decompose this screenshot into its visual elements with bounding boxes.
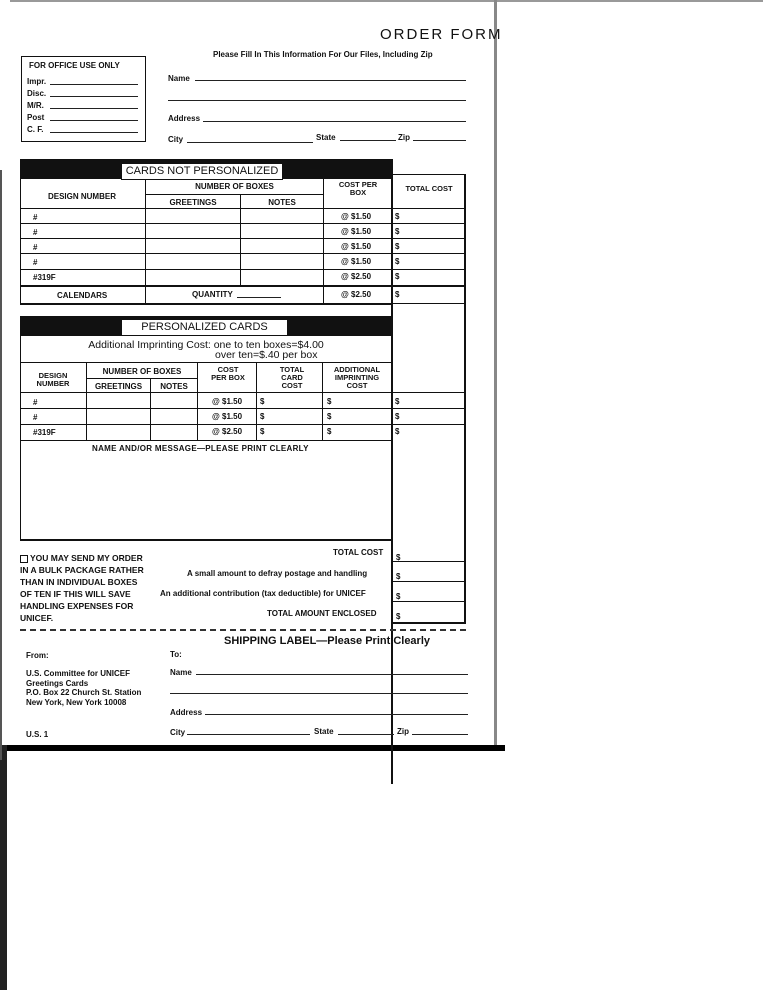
- pc-row2-imprint[interactable]: $: [327, 412, 332, 421]
- pc-design-header: DESIGN NUMBER: [36, 371, 70, 388]
- shipping-name-field-2[interactable]: [170, 693, 468, 694]
- shipping-state-label: State: [314, 727, 334, 736]
- customer-state-field[interactable]: [340, 140, 396, 141]
- bulk-note-line4: OF TEN IF THIS WILL SAVE: [20, 589, 131, 599]
- bulk-note-line3: THAN IN INDIVIDUAL BOXES: [20, 577, 138, 587]
- pc-row2-design[interactable]: #: [33, 413, 38, 422]
- pc-row1-card-total[interactable]: $: [260, 397, 265, 406]
- office-field-disc: Disc.: [27, 89, 47, 98]
- shipping-city-label: City: [170, 728, 186, 737]
- pc-card-total-header: TOTAL CARD COST: [279, 365, 305, 390]
- cards-np-row2-total[interactable]: $: [395, 227, 400, 236]
- pc-row3-cost: @ $2.50: [212, 427, 243, 436]
- scan-edge-bottom: [0, 745, 505, 751]
- cards-np-design-header: DESIGN NUMBER: [47, 192, 116, 201]
- bulk-note-line2: IN A BULK PACKAGE RATHER: [20, 565, 144, 575]
- shipping-state-field[interactable]: [338, 734, 394, 735]
- office-field-post-line[interactable]: [50, 120, 138, 121]
- pc-row3-design[interactable]: #319F: [33, 428, 56, 437]
- pc-cost-header: COST PER BOX: [211, 365, 245, 382]
- shipping-from-label: From:: [26, 651, 49, 660]
- from-line2: Greetings Cards: [26, 678, 89, 688]
- from-line1: U.S. Committee for UNICEF: [26, 669, 131, 678]
- shipping-name-field[interactable]: [196, 674, 468, 675]
- pc-row1-imprint[interactable]: $: [327, 397, 332, 406]
- bulk-note: [20, 552, 144, 624]
- postage-value[interactable]: $: [396, 572, 401, 581]
- total-cost-value[interactable]: $: [396, 553, 401, 562]
- cards-np-row5-cost: @ $2.50: [341, 272, 372, 281]
- office-use-box: [21, 56, 146, 142]
- cards-np-row2-cost: @ $1.50: [341, 227, 372, 236]
- pc-greetings-header: GREETINGS: [94, 382, 143, 391]
- cards-np-row3-total[interactable]: $: [395, 242, 400, 251]
- shipping-address-label: Address: [170, 708, 203, 717]
- cards-np-row3-design[interactable]: #: [33, 243, 38, 252]
- pc-boxes-header: NUMBER OF BOXES: [102, 367, 182, 376]
- pc-row1-cost: @ $1.50: [212, 397, 243, 406]
- customer-address-label: Address: [168, 114, 201, 123]
- bulk-note-line5: HANDLING EXPENSES FOR: [20, 601, 134, 611]
- postage-label: A small amount to defray postage and handling: [187, 569, 368, 578]
- shipping-zip-label: Zip: [397, 727, 409, 736]
- shipping-name-label: Name: [170, 668, 192, 677]
- office-field-mr-line[interactable]: [50, 108, 138, 109]
- customer-name-label: Name: [168, 74, 190, 83]
- cards-np-row5-total[interactable]: $: [395, 272, 400, 281]
- calendars-quantity-field[interactable]: [237, 297, 281, 298]
- pc-row1-total[interactable]: $: [395, 397, 400, 406]
- form-subtitle: Please Fill In This Information For Our Files, Including Zip: [213, 50, 433, 59]
- cards-np-row4-total[interactable]: $: [395, 257, 400, 266]
- customer-city-field[interactable]: [187, 142, 313, 143]
- shipping-city-field[interactable]: [187, 734, 310, 735]
- cards-np-row1-total[interactable]: $: [395, 212, 400, 221]
- calendars-quantity-label: QUANTITY: [192, 290, 233, 299]
- shipping-to-label: To:: [170, 650, 182, 659]
- cards-np-title: CARDS NOT PERSONALIZED: [121, 163, 283, 180]
- calendars-cost: @ $2.50: [341, 290, 372, 299]
- shipping-address-field[interactable]: [205, 714, 468, 715]
- contribution-value[interactable]: $: [396, 592, 401, 601]
- cards-np-row1-cost: @ $1.50: [341, 212, 372, 221]
- cards-np-notes-header: NOTES: [268, 198, 296, 207]
- pc-row1-design[interactable]: #: [33, 398, 38, 407]
- cards-np-greetings-header: GREETINGS: [169, 198, 217, 207]
- pc-row2-card-total[interactable]: $: [260, 412, 265, 421]
- cards-np-row4-design[interactable]: #: [33, 258, 38, 267]
- enclosed-label: TOTAL AMOUNT ENCLOSED: [267, 609, 377, 618]
- pc-row3-imprint[interactable]: $: [327, 427, 332, 436]
- pc-row3-total[interactable]: $: [395, 427, 400, 436]
- office-field-post: Post: [27, 113, 45, 122]
- office-use-title: FOR OFFICE USE ONLY: [29, 61, 120, 70]
- customer-address-field[interactable]: [203, 121, 466, 122]
- customer-state-label: State: [316, 133, 336, 142]
- customer-zip-field[interactable]: [413, 140, 466, 141]
- customer-name-field[interactable]: [195, 80, 466, 81]
- cards-np-row2-design[interactable]: #: [33, 228, 38, 237]
- total-cost-label: TOTAL COST: [333, 548, 384, 557]
- enclosed-value[interactable]: $: [396, 612, 401, 621]
- office-field-disc-line[interactable]: [50, 96, 138, 97]
- office-field-impr: Impr.: [27, 77, 47, 86]
- shipping-zip-field[interactable]: [412, 734, 468, 735]
- scan-edge-left-upper: [0, 170, 2, 760]
- shipping-code: U.S. 1: [26, 730, 49, 739]
- cards-np-total-header: TOTAL COST: [405, 184, 453, 193]
- from-line3: P.O. Box 22 Church St. Station: [26, 688, 142, 697]
- cut-line: [20, 629, 466, 631]
- form-title: ORDER FORM: [380, 26, 503, 43]
- office-field-mr: M/R.: [27, 101, 44, 110]
- shipping-from-address: [26, 669, 141, 707]
- bulk-note-line6: UNICEF.: [20, 613, 54, 623]
- pc-notes-header: NOTES: [160, 382, 188, 391]
- shipping-title: SHIPPING LABEL—Please Print Clearly: [224, 635, 431, 647]
- scan-edge-right: [494, 0, 497, 750]
- personalized-title: PERSONALIZED CARDS: [121, 319, 288, 336]
- cards-np-row4-cost: @ $1.50: [341, 257, 372, 266]
- customer-city-label: City: [168, 135, 184, 144]
- customer-name-field-2[interactable]: [168, 100, 466, 101]
- cards-np-row1-design[interactable]: #: [33, 213, 38, 222]
- contribution-label: An additional contribution (tax deductible) for UNICEF: [160, 589, 366, 598]
- calendars-total[interactable]: $: [395, 290, 400, 299]
- cards-np-cost-header: COST PER BOX: [338, 180, 378, 197]
- scan-edge-top: [10, 0, 763, 2]
- bulk-note-line1: YOU MAY SEND MY ORDER: [30, 553, 143, 563]
- pc-row3-card-total[interactable]: $: [260, 427, 265, 436]
- imprint-cost-line1: Additional Imprinting Cost: one to ten boxes=$4.00: [88, 339, 324, 351]
- calendars-label: CALENDARS: [57, 291, 108, 300]
- pc-row2-cost: @ $1.50: [212, 412, 243, 421]
- scan-edge-left: [0, 745, 7, 990]
- pc-row2-total[interactable]: $: [395, 412, 400, 421]
- office-field-cf: C. F.: [27, 125, 44, 134]
- from-line4: New York, New York 10008: [26, 697, 127, 707]
- cards-np-row5-design[interactable]: #319F: [33, 273, 56, 282]
- cards-np-boxes-header: NUMBER OF BOXES: [195, 182, 274, 191]
- cards-np-row3-cost: @ $1.50: [341, 242, 372, 251]
- office-field-cf-line[interactable]: [50, 132, 138, 133]
- pc-imprint-header: ADDITIONAL IMPRINTING COST: [333, 365, 381, 390]
- bulk-package-checkbox[interactable]: [20, 555, 28, 563]
- message-label: NAME AND/OR MESSAGE—PLEASE PRINT CLEARLY: [92, 444, 309, 453]
- message-area[interactable]: [22, 456, 390, 538]
- office-field-impr-line[interactable]: [50, 84, 138, 85]
- imprint-cost-line2: over ten=$.40 per box: [215, 349, 318, 361]
- customer-zip-label: Zip: [398, 133, 410, 142]
